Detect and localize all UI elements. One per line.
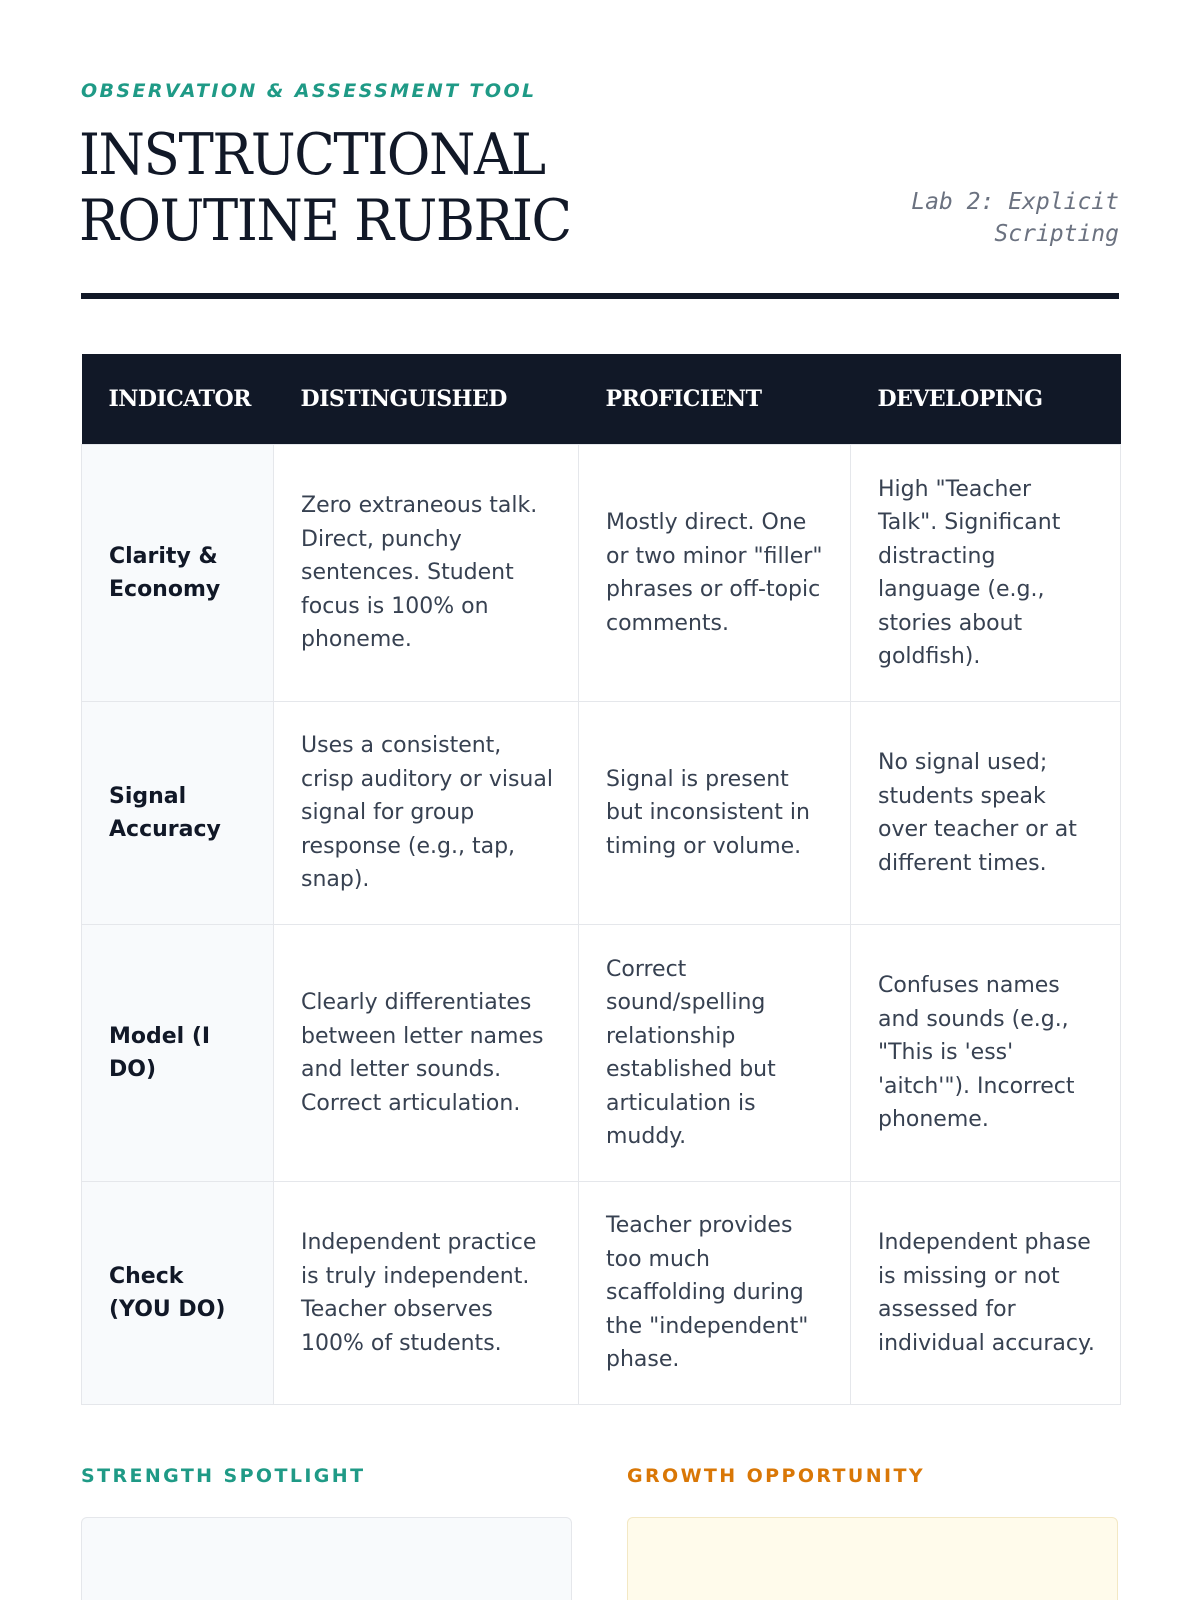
header-proficient: PROFICIENT xyxy=(579,354,851,445)
table-row xyxy=(82,445,1121,702)
distinguished-cell: Clearly differentiates between letter names and letter sounds. Correct articulation. xyxy=(274,925,579,1182)
title-divider xyxy=(81,293,1119,299)
distinguished-cell: Uses a consistent, crisp auditory or visual signal for group response (e.g., tap, snap). xyxy=(274,702,579,925)
strength-spotlight-label: STRENGTH SPOTLIGHT xyxy=(81,1465,366,1487)
header-developing: DEVELOPING xyxy=(851,354,1121,445)
developing-cell: Confuses names and sounds (e.g., "This is 'ess' 'aitch'"). Incorrect phoneme. xyxy=(851,925,1121,1182)
header-distinguished: DISTINGUISHED xyxy=(274,354,579,445)
growth-opportunity-label: GROWTH OPPORTUNITY xyxy=(627,1465,926,1487)
eyebrow-label: OBSERVATION & ASSESSMENT TOOL xyxy=(81,80,537,102)
header-indicator: INDICATOR xyxy=(82,354,274,445)
table-row xyxy=(82,1182,1121,1405)
table-row xyxy=(82,702,1121,925)
table-header-row xyxy=(82,354,1121,445)
strength-spotlight-box[interactable] xyxy=(81,1517,572,1600)
indicator-cell: Model (I DO) xyxy=(82,925,274,1182)
distinguished-cell: Zero extraneous talk. Direct, punchy sentences. Student focus is 100% on phoneme. xyxy=(274,445,579,702)
proficient-cell: Teacher provides too much scaffolding during the "independent" phase. xyxy=(579,1182,851,1405)
proficient-cell: Mostly direct. One or two minor "filler" phrases or off-topic comments. xyxy=(579,445,851,702)
developing-cell: High "Teacher Talk". Significant distracting language (e.g., stories about goldfish). xyxy=(851,445,1121,702)
proficient-cell: Correct sound/spelling relationship established but articulation is muddy. xyxy=(579,925,851,1182)
rubric-table xyxy=(81,354,1121,1405)
page-title: INSTRUCTIONAL ROUTINE RUBRIC xyxy=(79,122,571,254)
indicator-cell: Clarity & Economy xyxy=(82,445,274,702)
growth-opportunity-box[interactable] xyxy=(627,1517,1118,1600)
indicator-cell: Check (YOU DO) xyxy=(82,1182,274,1405)
table-row xyxy=(82,925,1121,1182)
distinguished-cell: Independent practice is truly independent. Teacher observes 100% of students. xyxy=(274,1182,579,1405)
developing-cell: Independent phase is missing or not assessed for individual accuracy. xyxy=(851,1182,1121,1405)
lab-label: Lab 2: Explicit Scripting xyxy=(911,189,1119,247)
developing-cell: No signal used; students speak over teacher or at different times. xyxy=(851,702,1121,925)
indicator-cell: Signal Accuracy xyxy=(82,702,274,925)
proficient-cell: Signal is present but inconsistent in timing or volume. xyxy=(579,702,851,925)
